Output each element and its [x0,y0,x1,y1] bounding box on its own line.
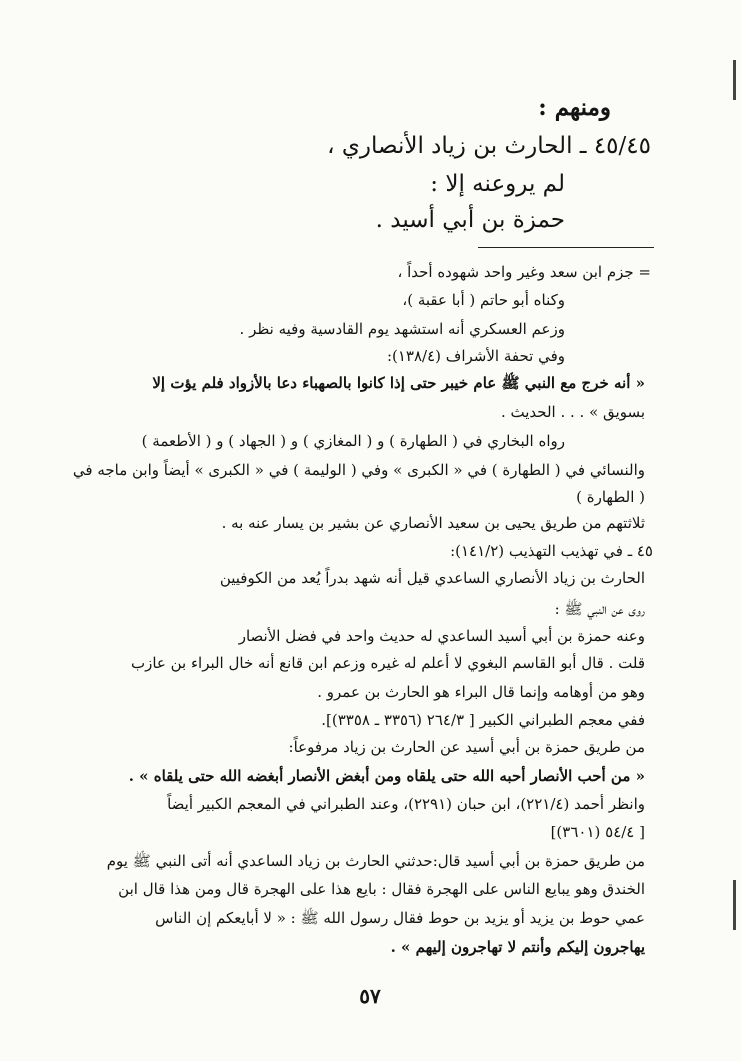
hadith-text: « أنه خرج مع النبي ﷺ عام خيبر حتى إذا كانوا بالصهباء دعا بالأزواد فلم يؤت إلا [152,374,645,392]
footnote-line: [ ٥٤/٤ (٣٦٠١)] [550,823,645,841]
page-number: ٥٧ [359,984,381,1008]
footnote-line: من طريق حمزة بن أبي أسيد قال:حدثني الحارث بن زياد الساعدي أنه أتى النبي ﷺ يوم [106,852,645,870]
footnote-line: الحارث بن زياد الأنصاري الساعدي قيل أنه شهد بدراً يُعد من الكوفيين [219,569,645,587]
footnote-line: الخندق وهو يبايع الناس على الهجرة فقال : بايع هذا على الهجرة قال ومن هذا قال ابن [118,880,645,898]
footnote-line: وزعم العسكري أنه استشهد يوم القادسية وفيه نظر . [239,320,565,338]
entry-title: ٤٥/٤٥ ـ الحارث بن زياد الأنصاري ، [327,133,651,159]
footnote-line: وكناه أبو حاتم ( أبا عقبة )، [402,291,565,309]
footnote-line: ( الطهارة ) [576,488,645,506]
hadith-text: بسويق » . . . الحديث . [500,403,645,421]
footnote-line: وهو من أوهامه وإنما قال البراء هو الحارث بن عمرو . [317,683,645,701]
footnote-line: ثلاثتهم من طريق يحيى بن سعيد الأنصاري عن بشير بن يسار عنه به . [221,514,645,532]
footnote-line: وانظر أحمد (٢٢١/٤)، ابن حبان (٢٢٩١)، وعند الطبراني في المعجم الكبير أيضاً [167,795,645,813]
footnote-line: عمي حوط بن يزيد أو يزيد بن حوط فقال رسول الله ﷺ : « لا أبايعكم إن الناس [155,909,645,927]
scan-edge-mark [733,880,736,930]
footnote-line: وعنه حمزة بن أبي أسيد الساعدي له حديث واحد في فضل الأنصار [238,627,645,645]
footnote-line: والنسائي في ( الطهارة ) في « الكبرى » وفي ( الوليمة ) في « الكبرى » أيضاً وابن ماجه في [72,461,645,479]
narrator-label: لم يروعنه إلا : [430,171,565,197]
footnote-line: رواه البخاري في ( الطهارة ) و ( المغازي ) و ( الجهاد ) و ( الأطعمة ) [141,432,565,450]
scan-edge-mark [733,60,736,100]
hadith-text: يهاجرون إليكم وأنتم لا تهاجرون إليهم » . [390,938,645,956]
footnote-separator [478,247,654,248]
footnote-line: ففي معجم الطبراني الكبير [ ٢٦٤/٣ (٣٣٥٦ ـ ٣٣٥٨)]. [321,711,645,729]
footnote-line: ٤٥ ـ في تهذيب التهذيب (١٤١/٢): [450,542,653,560]
hadith-text: « من أحب الأنصار أحبه الله حتى يلقاه ومن أبغض الأنصار أبغضه الله حتى يلقاه » . [128,767,645,785]
footnote-line: روى عن النبي ﷺ : [554,600,645,618]
footnote-line: وفي تحفة الأشراف (١٣٨/٤): [386,347,565,365]
footnote-line: من طريق حمزة بن أبي أسيد عن الحارث بن زياد مرفوعاً: [288,738,645,756]
narrator-name: حمزة بن أبي أسيد . [375,207,565,233]
footnote-line: = جزم ابن سعد وغير واحد شهوده أحداً ، [397,263,651,281]
section-intro: ومنهم : [538,94,611,121]
footnote-line: قلت . قال أبو القاسم البغوي لا أعلم له غيره وزعم ابن قانع أنه خال البراء بن عازب [130,654,645,672]
